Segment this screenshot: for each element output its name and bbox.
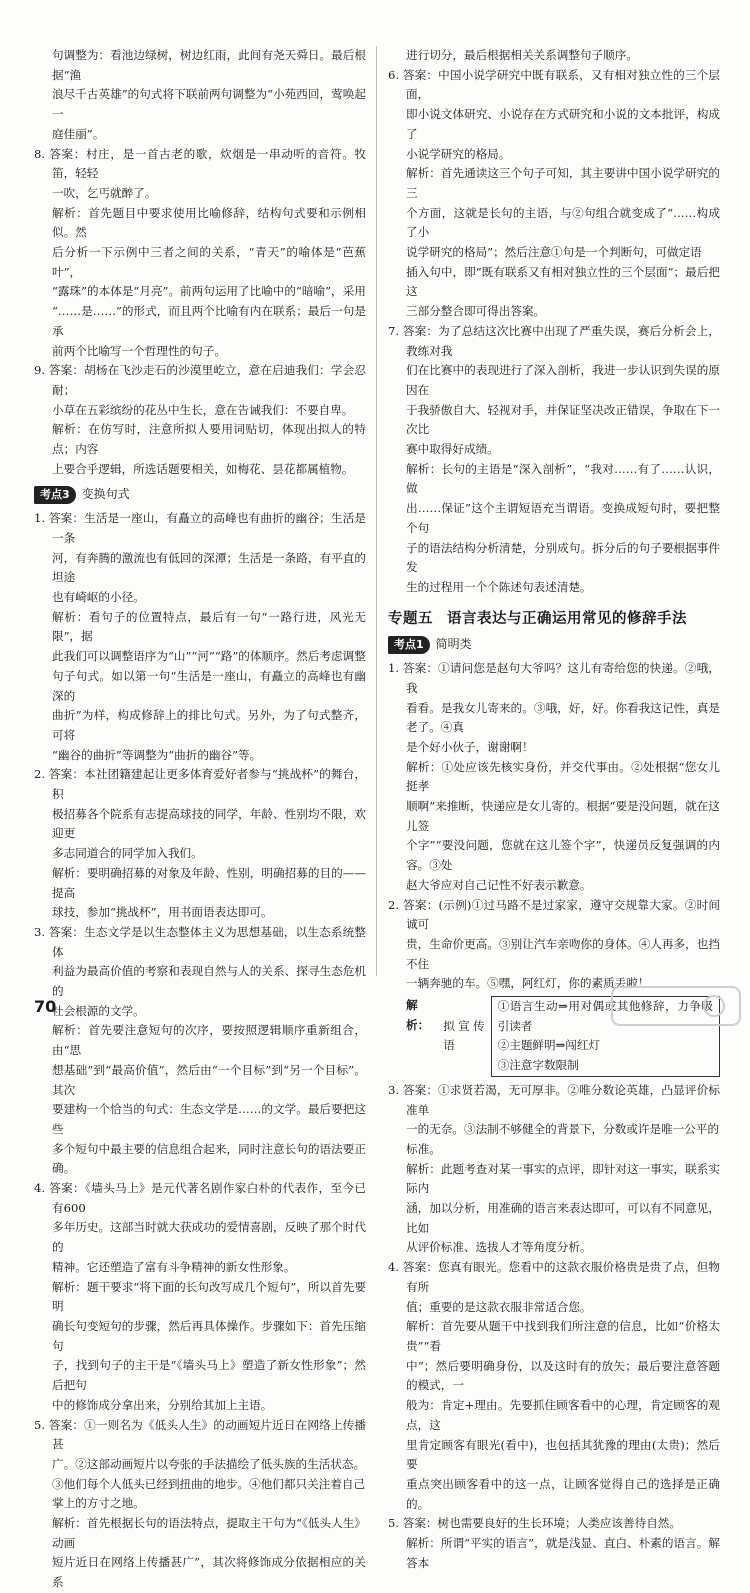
- analysis-line: 解析：题干要求“将下面的长句改写成几个短句”，所以首先要明: [52, 1279, 366, 1314]
- analysis-line: “幽谷的曲折”等调整为“曲折的幽谷”等。: [52, 747, 262, 762]
- question-6: [388, 66, 720, 322]
- analysis-line: 般为：肯定+理由。先要抓住顾客看中的心理，肯定顾客的观点，这: [406, 1398, 720, 1432]
- analysis-line: 插入句中，即“既有联系又有相对独立性的三个层面”；最后把这: [406, 264, 720, 299]
- analysis-line: 多个短句中最主要的信息组合起来，同时注意长句的语法要正确。: [52, 1141, 366, 1176]
- analysis-line: 要建构一个恰当的句式：生态文学是……的文学。最后要把这些: [52, 1102, 366, 1136]
- j-question-1: [388, 659, 720, 895]
- answer-line: 们在比赛中的表现进行了深入剖析，我进一步认识到失误的原因在: [406, 363, 720, 397]
- diagram-item: ③注意字数限制: [497, 1058, 579, 1073]
- analysis-line: “露珠”的本体是“月亮”。前两句运用了比喻中的“暗喻”，采用: [52, 284, 366, 299]
- answer-line: 值；重要的是这款衣服非常适合您。: [406, 1299, 592, 1314]
- analysis-line: 曲折”为样，构成修辞上的排比句式。另外，为了句式整齐，可将: [52, 708, 366, 742]
- analysis-line: 中”；然后要明确身份，以及这时有的放矢；最后要注意答题的模式，一: [406, 1358, 720, 1393]
- kaodian-header: [388, 635, 720, 655]
- answer-line: 赛中取得好成绩。: [406, 442, 499, 457]
- analysis-line: 从评价标准、选拔人才等角度分析。: [406, 1240, 592, 1255]
- answer-line: 9. 答案：胡杨在飞沙走石的沙漠里屹立，意在启迪我们：学会忍耐；: [34, 363, 366, 397]
- answer-line: 小说学研究的格局。: [406, 146, 511, 161]
- answer-line: 5. 答案：①一则名为《低头人生》的动画短片近日在网络上传播甚: [34, 1417, 366, 1452]
- topic-heading: [388, 610, 720, 630]
- answer-line: 1. 答案：①请问您是赵句大爷吗？这儿有寄给您的快递。②哦，我: [388, 661, 720, 695]
- answer-line: 河，有奔腾的激流也有低回的深潭；生活是一条路，有平直的坦途: [52, 550, 366, 585]
- j-question-3: [388, 1081, 720, 1258]
- analysis-line: 解析：长句的主语是“深入剖析”，“我对……有了……认识，做: [406, 461, 720, 496]
- answer-line: 是个好小伙子，谢谢啊！: [406, 739, 534, 754]
- answer-line: 3. 答案：①求贤若渴，无可厚非。②唯分数论英雄，凸显评价标准单: [388, 1082, 720, 1117]
- j-question-4: [388, 1258, 720, 1514]
- analysis-line: 涵，加以分析，用准确的语言来表达即可，可以有不同意见，比如: [406, 1201, 720, 1235]
- k-question-1: [34, 509, 366, 765]
- analysis-line: 句子句式。如以第一句“生活是一座山，有矗立的高峰也有幽深的: [52, 668, 366, 703]
- answer-line: 即小说文体研究、小说存在方式研究和小说的文本批评，构成了: [406, 107, 720, 141]
- answer-line: 多志同道合的同学加入我们。: [52, 846, 203, 861]
- analysis-line: 后分析一下示例中三者之间的关系，“青天”的喻体是“芭蕉叶”，: [52, 245, 366, 279]
- answer-line: 掌上的方寸之地。: [52, 1496, 145, 1511]
- answer-line: 1. 答案：生活是一座山，有矗立的高峰也有曲折的幽谷；生活是一条: [34, 511, 366, 545]
- answer-line: 4. 答案：您真有眼光。您看中的这款衣服价格贵是贵了点，但物有所: [388, 1260, 720, 1294]
- answer-line: 5. 答案：树也需要良好的生长环境；人类应该善待自然。: [388, 1516, 681, 1531]
- analysis-line: 重点突出顾客看中的这一点，让顾客觉得自己的选择是正确的。: [406, 1476, 720, 1511]
- analysis-line: 确长句变短句的步骤，然后再具体操作。步骤如下：首先压缩句: [52, 1319, 366, 1353]
- answer-line: 看看。是我女儿寄来的。③哦，好，好。你看我这记性，真是老了。④真: [406, 700, 720, 735]
- analysis-line: 中的修饰成分拿出来，分别给其加上主语。: [52, 1397, 273, 1412]
- answer-line: 4. 答案：《墙头马上》是元代著名剧作家白朴的代表作，至今已有600: [34, 1181, 366, 1215]
- analysis-line: 解析：①处应该先核实身份，并交代事由。②处根据“您女儿挺孝: [406, 759, 720, 794]
- analysis-line: 解析：在仿写时，注意所拟人要用词贴切，体现出拟人的特点；内容: [52, 422, 366, 457]
- left-column: [34, 46, 366, 1593]
- column-divider: [376, 46, 377, 976]
- analysis-line: 出……保证”这个主谓短语充当谓语。变换成短句时，要把整个句: [406, 501, 720, 535]
- answer-line: 于我骄傲自大、轻视对手，并保证坚决改正错误，争取在下一次比: [406, 402, 720, 437]
- analysis-line: 个字”“要没问题，您就在这儿签个字”，快递员反复强调的内容。③处: [406, 838, 720, 873]
- answer-line: 小草在五彩缤纷的花丛中生长，意在告诫我们：不要自卑。: [52, 402, 354, 417]
- kaodian-title: 简明类: [435, 637, 472, 652]
- answer-line: 7. 答案：为了总结这次比赛中出现了严重失误，赛后分析会上，教练对我: [388, 323, 720, 358]
- k-question-2: [34, 765, 366, 923]
- text-line: 进行切分，最后根据相关关系调整句子顺序。: [406, 48, 638, 62]
- analysis-line: 里肯定顾客有眼光(看中)，也包括其犹豫的理由(太贵)；然后要: [406, 1437, 720, 1472]
- kaodian-badge: 考点1: [388, 636, 430, 654]
- answer-line: 8. 答案：村庄，是一首古老的歌，炊烟是一串动听的音符。牧笛，轻轻: [34, 146, 366, 181]
- diagram-item: ①语言生动⇒用对偶或其他修辞，力争吸引读者: [497, 999, 713, 1033]
- answer-line: 2. 答案：(示例)①过马路不是过家家，遵守交规靠大家。②时间诚可: [388, 897, 720, 932]
- analysis-line: 解析：所谓“平实的语言”，就是浅显、直白、朴素的语言。解答本: [406, 1536, 720, 1570]
- analysis-line: 解析：此题考查对某一事实的点评，即针对这一事实，联系实际内: [406, 1161, 720, 1196]
- analysis-line: 解析：首先根据长句的语法特点，提取主干句为“《低头人生》动画: [52, 1516, 366, 1550]
- answer-line: 6. 答案：中国小说学研究中既有联系，又有相对独立性的三个层面，: [388, 67, 720, 102]
- answer-line: 社会根源的文学。: [52, 1003, 145, 1018]
- diagram-item: ②主题鲜明⇒闯红灯: [497, 1038, 601, 1053]
- analysis-line: 球技，参加“挑战杯”，用书面语表达即可。: [52, 905, 273, 920]
- text-line: 句调整为：看池边绿树，树边红雨，此间有尧天舜日。最后根据“渔: [52, 48, 366, 82]
- k-question-5: [34, 1416, 366, 1593]
- j-question-5: [388, 1514, 720, 1573]
- k-question-4: [34, 1179, 366, 1415]
- analysis-line: 解析：看句子的位置特点，最后有一句“一路行进，风光无限”，据: [52, 609, 366, 644]
- analysis-line: 解析：首先要注意短句的次序，要按照逻辑顺序重新组合，由“思: [52, 1023, 366, 1058]
- answer-line: 3. 答案：生态文学是以生态整体主义为思想基础，以生态系统整体: [34, 924, 366, 959]
- page-number: 70: [34, 997, 57, 1016]
- analysis-line: 三部分整合即可得出答案。: [406, 304, 546, 319]
- kaodian-title: 变换句式: [81, 487, 130, 502]
- answer-line: ③他们每个人低头已经到扭曲的地步。④他们都只关注着自己: [52, 1476, 366, 1491]
- answer-line: 广。②这部动画短片以夸张的手法描绘了低头族的生活状态。: [52, 1456, 366, 1471]
- analysis-line: 解析：首先通读这三个句子可知，其主要讲中国小说学研究的三: [406, 166, 720, 200]
- analysis-line: 解析：首先要从题干中找到我们所注意的信息，比如“价格太贵”“看: [406, 1319, 720, 1353]
- top-continuation: [34, 46, 366, 145]
- analysis-line: 解析：要明确招募的对象及年龄、性别，明确招募的目的——提高: [52, 865, 366, 900]
- diagram-label: 解析：: [406, 998, 430, 1032]
- analysis-line: 顺啊”来推断，快递应是女儿寄的。根据“要是没问题，就在这儿签: [406, 799, 720, 833]
- question-9: [34, 361, 366, 479]
- right-column: [388, 46, 720, 1573]
- answer-line: 多年历史。这部当时就大获成功的爱情喜剧，反映了那个时代的: [52, 1220, 366, 1255]
- question-7: [388, 322, 720, 598]
- diagram-side-label: 拟宣传语: [443, 1018, 485, 1053]
- answer-line: 2. 答案：本社团籍建起让更多体育爱好者参与“挑战杯”的舞台，积: [34, 767, 366, 802]
- kaodian-badge: 考点3: [34, 486, 76, 504]
- analysis-line: 说学研究的格局”；然后注意①句是一个判断句，可做定语: [406, 245, 702, 260]
- text-line: 浪尽千古英雄”的句式将下联前两句调整为“小苑西回，莺唤起一: [52, 87, 366, 122]
- answer-line: 也有崎岖的小径。: [52, 589, 145, 604]
- topic-title: 语言表达与正确运用常见的修辞手法: [447, 610, 687, 627]
- analysis-line: 生的过程用一个个陈述句表述清楚。: [406, 579, 592, 594]
- answer-line: 贵，生命价更高。③别让汽车亲吻你的身体。④人再多，也挡不住: [406, 936, 720, 971]
- kaodian-header: [34, 485, 366, 505]
- analysis-line: 上要合乎逻辑，所选话题要相关，如梅花、昙花都属植物。: [52, 461, 354, 476]
- answer-line: 一辆奔驰的车。⑤嘿，阿红灯，你的素质丢啦！: [406, 976, 650, 991]
- answer-line: 精神。它还塑造了富有斗争精神的新女性形象。: [52, 1259, 296, 1274]
- analysis-line: 赵大爷应对自己记性不好表示歉意。: [406, 877, 592, 892]
- analysis-line: 此我们可以调整语序为“山”“河”“路”的体顺序。然后考虑调整: [52, 649, 366, 664]
- analysis-line: 子的语法结构分析清楚，分别成句。拆分后的句子要根据事件发: [406, 540, 720, 575]
- answer-line: 利益为最高价值的考察和表现自然与人的关系、探寻生态危机的: [52, 964, 366, 999]
- question-8: [34, 145, 366, 362]
- topic-number: 专题五: [388, 610, 433, 627]
- answer-line: 一吹，乞丐就醉了。: [52, 185, 157, 200]
- analysis-line: 短片近日在网络上传播甚广”，其次将修饰成分依据相应的关系: [52, 1555, 366, 1590]
- analysis-line: 解析：首先题目中要求使用比喻修辞，结构句式要和示例相似。然: [52, 205, 366, 240]
- answer-line: 极招募各个院系有志提高球技的同学，年龄、性别均不限，欢迎更: [52, 806, 366, 841]
- analysis-line: 个方面，这就是长句的主语，与②句组合就变成了“……构成了小: [406, 205, 720, 240]
- analysis-line: 前两个比喻写一个哲理性的句子。: [52, 343, 226, 358]
- analysis-line: “……是……”的形式，而且两个比喻有内在联系；最后一句是承: [52, 304, 366, 338]
- k-question-3: [34, 923, 366, 1179]
- analysis-line: 想基础”到“最高价值”，然后由“一个目标”到“另一个目标”。其次: [52, 1062, 366, 1097]
- watermark-logo: [610, 985, 742, 1027]
- answer-line: 标准。: [406, 1141, 441, 1156]
- answer-line: 一的无奈。③法制不够健全的背景下，分数或许是唯一公平的: [406, 1122, 720, 1137]
- analysis-line: 子，找到句子的主干是“《墙头马上》塑造了新女性形象”；然后把句: [52, 1358, 366, 1393]
- text-line: 庭佳丽”。: [52, 126, 105, 141]
